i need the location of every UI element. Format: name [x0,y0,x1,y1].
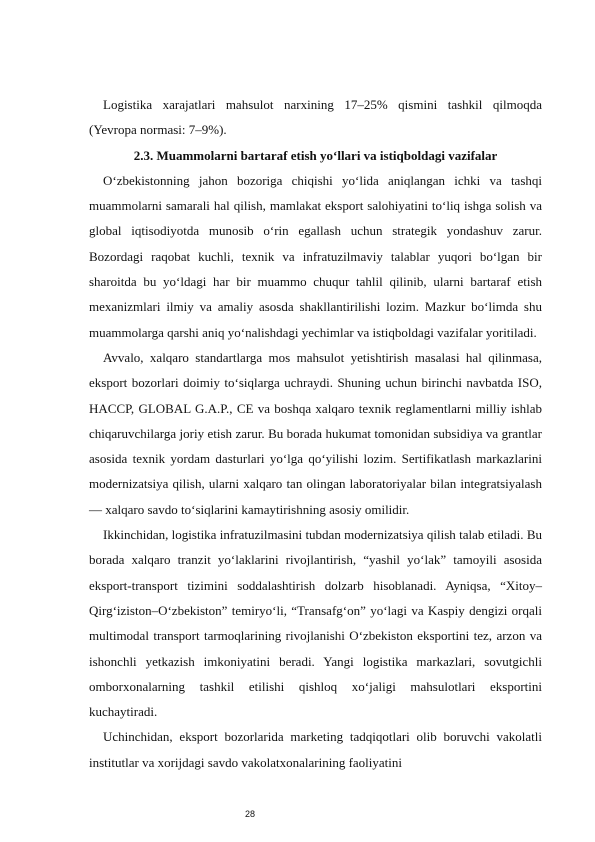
paragraph-standards: Avvalo, xalqaro standartlarga mos mahsulot yetishtirish masalasi hal qilinmasa, eksport bozorlari doimiy to‘siqlarga uchraydi. Shuning uchun birinchi navbatda ISO, HACCP, GLOBAL G.A.P., CE va boshqa xalqaro texnik reglamentlarni milliy ishlab chiqaruvchilarga joriy etish zarur. Bu borada hukumat tomonidan subsidiya va grantlar asosida texnik yordam dasturlari yo‘lga qo‘yilishi lozim. Sertifikatlash markazlarini modernizatsiya qilish, ularni xalqaro tan olingan laboratoriyalar bilan integratsiyalash — xalqaro savdo to‘siqlarini kamaytirishning asosiy omilidir. [89,349,542,517]
paragraph-intro: O‘zbekistonning jahon bozoriga chiqishi yo‘lida aniqlangan ichki va tashqi muammolarni samarali hal qilish, mamlakat eksport salohiyatini to‘liq ishga solish va global iqtisodiyotda munosib o‘rin egallash uchun strategik yondashuv zarur. Bozordagi raqobat kuchli, texnik va infratuzilmaviy talablar yuqori bo‘lgan bir sharoitda bu yo‘ldagi har bir muammo chuqur tahlil qilinib, ularni bartaraf etish mexanizmlari ilmiy va amaliy asosda shakllantirilishi lozim. Mazkur bo‘limda shu muammolarga qarshi aniq yo‘nalishdagi yechimlar va istiqboldagi vazifalar yoritiladi. [89,172,542,340]
section-heading: 2.3. Muammolarni bartaraf etish yo‘llari va istiqboldagi vazifalar [133,147,498,163]
paragraph-marketing: Uchinchidan, eksport bozorlarida marketing tadqiqotlari olib boruvchi vakolatli institutlar va xorijdagi savdo vakolatxonalarining faoliyatini [89,729,542,770]
paragraph-logistics: Ikkinchidan, logistika infratuzilmasini tubdan modernizatsiya qilish talab etiladi. Bu borada xalqaro tranzit yo‘laklarini rivojlantirish, “yashil yo‘lak” tamoyili asosida eksport-transport tizimini soddalashtirish dolzarb hisoblanadi. Ayniqsa, “Xitoy–Qirg‘iziston–O‘zbekiston” temiryo‘li, “Transafg‘on” yo‘lagi va Kaspiy dengizi orqali multimodal transport tarmoqlarining rivojlanishi O‘zbekiston eksportini tez, arzon va ishonchli yetkazish imkoniyatini beradi. Yangi logistika markazlari, sovutgichli omborxonalarning tashkil etilishi qishloq xo‘jaligi mahsulotlari eksportini kuchaytiradi. [89,527,542,720]
page-number: 28 [244,809,255,819]
paragraph-logistics-costs: Logistika xarajatlari mahsulot narxining 17–25% qismini tashkil qilmoqda (Yevropa normasi: 7–9%). [89,97,542,138]
document-page [89,92,542,775]
